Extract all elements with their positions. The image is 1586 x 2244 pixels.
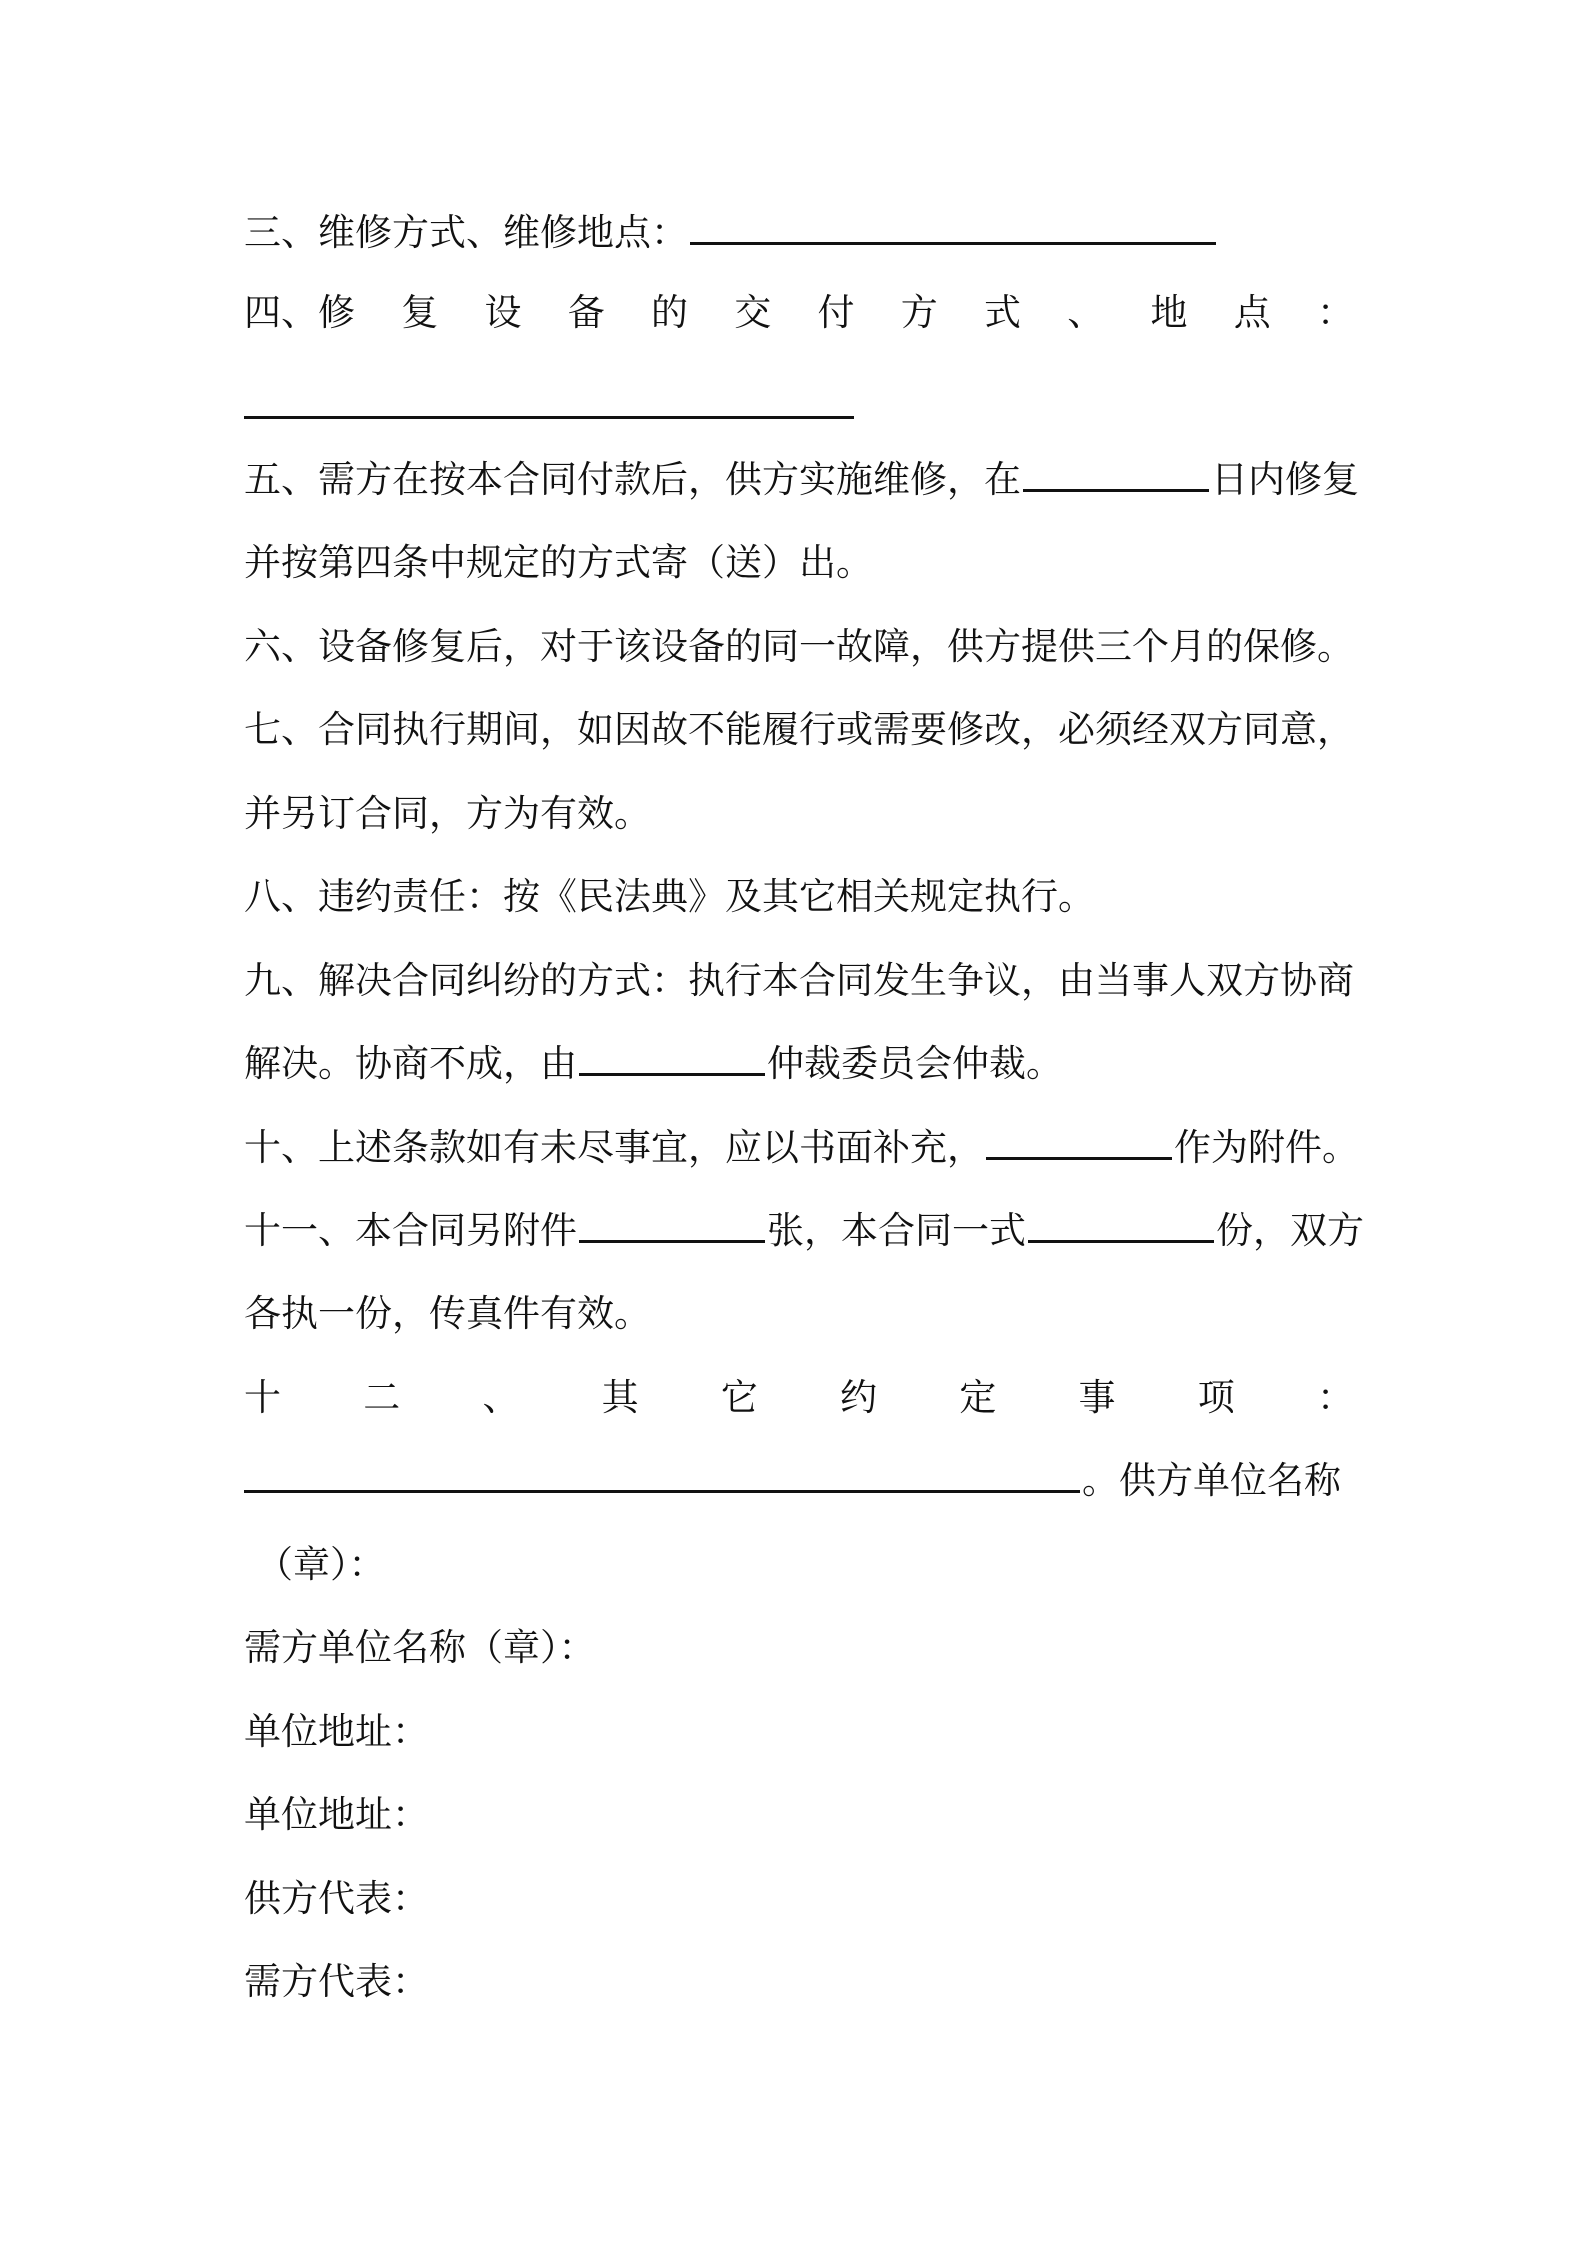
clause-5-text: 五、需方在按本合同付款后，供方实施维修，在	[244, 458, 1021, 501]
buyer-name-text: 需方单位名称（章）：	[244, 1626, 596, 1669]
clause-11-text: 十一、本合同另附件	[244, 1209, 577, 1252]
blank-repair-days	[1023, 455, 1209, 492]
clause-12-char: 定	[959, 1376, 997, 1419]
clause-11-line2	[244, 1284, 1354, 1344]
clause-12-char: 事	[1078, 1376, 1116, 1419]
clause-11-text-mid: 张，本合同一式	[767, 1209, 1026, 1252]
clause-12-char: 二	[363, 1376, 401, 1419]
buyer-rep-text: 需方代表：	[244, 1960, 429, 2003]
clause-9-text-tail: 仲裁委员会仲裁。	[767, 1042, 1063, 1085]
clause-9-line1	[244, 951, 1354, 1011]
clause-7-text: 七、合同执行期间，如因故不能履行或需要修改，必须经双方同意，	[244, 708, 1354, 751]
clause-4-char: 付	[817, 291, 855, 334]
clause-4-char: 备	[567, 291, 605, 334]
clause-3-text: 三、维修方式、维修地点：	[244, 211, 688, 254]
supplier-rep-text: 供方代表：	[244, 1877, 429, 1920]
clause-7-line2	[244, 784, 1354, 844]
clause-12-char: 它	[720, 1376, 758, 1419]
clause-4-char: 、	[1067, 291, 1105, 334]
blank-delivery-location	[244, 416, 854, 419]
clause-4-char: 点	[1233, 291, 1271, 334]
clause-12-char: 项	[1197, 1376, 1235, 1419]
blank-other-matters	[244, 1456, 1080, 1493]
address-text-2: 单位地址：	[244, 1793, 429, 1836]
clause-7-line1	[244, 700, 1354, 760]
buyer-name-label	[244, 1618, 1354, 1678]
clause-10-text-tail: 作为附件。	[1174, 1126, 1359, 1169]
clause-10	[244, 1118, 1359, 1178]
blank-attachment-count	[579, 1206, 765, 1243]
clause-12	[244, 1368, 1354, 1428]
supplier-seal-text: （章）：	[256, 1543, 386, 1586]
clause-4-char: 复	[401, 291, 439, 334]
clause-11-text-cont: 各执一份，传真件有效。	[244, 1292, 651, 1335]
clause-5-line2	[244, 533, 1354, 593]
clause-4-char: 四、修	[244, 291, 355, 334]
address-text-1: 单位地址：	[244, 1710, 429, 1753]
clause-4-char: 方	[900, 291, 938, 334]
clause-5-text-cont: 并按第四条中规定的方式寄（送）出。	[244, 541, 873, 584]
clause-12-char: ：	[1316, 1376, 1354, 1419]
clause-5-text-tail: 日内修复	[1211, 458, 1359, 501]
clause-4	[244, 283, 1354, 343]
clause-4-char: 地	[1150, 291, 1188, 334]
clause-4-char: 交	[734, 291, 772, 334]
supplier-name-label: 。供方单位名称	[1082, 1459, 1341, 1502]
blank-attachment	[986, 1123, 1172, 1160]
clause-3	[244, 203, 1354, 263]
address-label-2	[244, 1785, 1354, 1845]
clause-8-text: 八、违约责任：按《民法典》及其它相关规定执行。	[244, 875, 1095, 918]
clause-10-text: 十、上述条款如有未尽事宜，应以书面补充，	[244, 1126, 984, 1169]
clause-12-line2	[244, 1451, 1354, 1511]
blank-repair-location	[690, 208, 1216, 245]
clause-7-text-cont: 并另订合同，方为有效。	[244, 792, 651, 835]
clause-4-char: 的	[651, 291, 688, 334]
clause-12-char: 其	[601, 1376, 639, 1419]
clause-4-char: 设	[484, 291, 522, 334]
clause-5-line1	[244, 450, 1359, 510]
clause-9-text-cont: 解决。协商不成，由	[244, 1042, 577, 1085]
clause-12-char: 十	[244, 1376, 281, 1419]
address-label-1	[244, 1702, 1354, 1762]
blank-arbitration-committee	[579, 1039, 765, 1076]
clause-4-char: 式	[984, 291, 1021, 334]
buyer-rep-label	[244, 1952, 1354, 2012]
supplier-seal-label	[256, 1535, 1366, 1595]
clause-6-text: 六、设备修复后，对于该设备的同一故障，供方提供三个月的保修。	[244, 625, 1354, 668]
clause-8	[244, 867, 1354, 927]
clause-6	[244, 617, 1354, 677]
clause-11-text-tail: 份，双方	[1216, 1209, 1364, 1252]
clause-11-line1	[244, 1201, 1364, 1261]
clause-12-char: 、	[482, 1376, 520, 1419]
clause-12-char: 约	[840, 1376, 878, 1419]
clause-4-char: ：	[1317, 291, 1354, 334]
clause-9-text: 九、解决合同纠纷的方式：执行本合同发生争议，由当事人双方协商	[244, 959, 1354, 1002]
clause-9-line2	[244, 1034, 1354, 1094]
supplier-rep-label	[244, 1869, 1354, 1929]
blank-copies-count	[1028, 1206, 1214, 1243]
